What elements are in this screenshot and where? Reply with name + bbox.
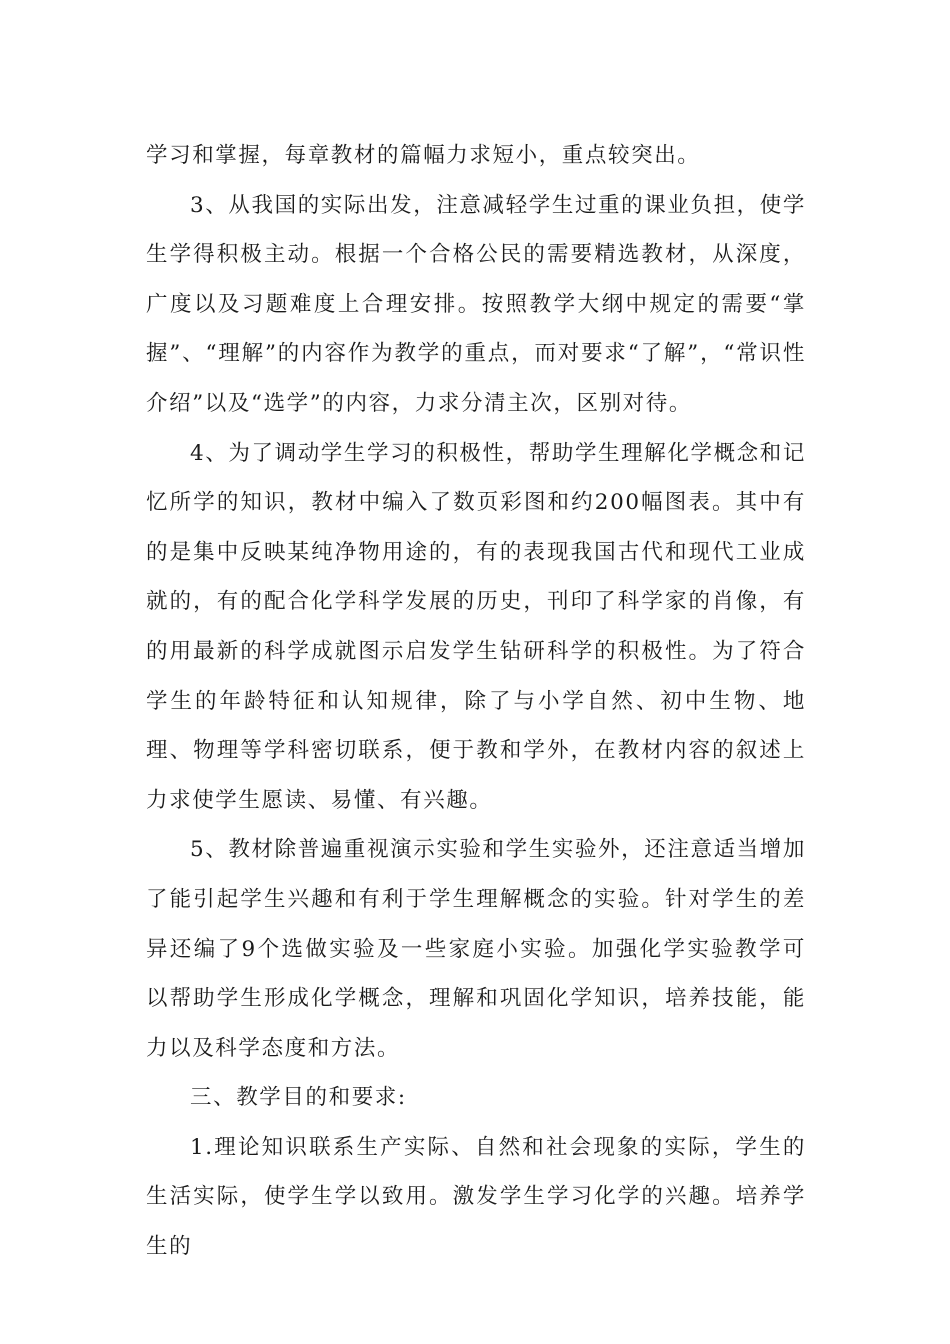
- paragraph-item-4: 4、为了调动学生学习的积极性，帮助学生理解化学概念和记忆所学的知识，教材中编入了数页彩图和约200幅图表。其中有的是集中反映某纯净物用途的，有的表现我国古代和现代工业成就的，有的配合化学科学发展的历史，刊印了科学家的肖像，有的用最新的科学成就图示启发学生钻研科学的积极性。为了符合学生的年龄特征和认知规律，除了与小学自然、初中生物、地理、物理等学科密切联系，便于教和学外，在教材内容的叙述上力求使学生愿读、易懂、有兴趣。: [146, 440, 806, 813]
- document-page: [146, 131, 806, 1272]
- section-heading: 三、教学目的和要求:: [190, 1085, 407, 1111]
- paragraph-item-5: 5、教材除普遍重视演示实验和学生实验外，还注意适当增加了能引起学生兴趣和有利于学生理解概念的实验。针对学生的差异还编了9个选做实验及一些家庭小实验。加强化学实验教学可以帮助学生形成化学概念，理解和巩固化学知识，培养技能，能力以及科学态度和方法。: [146, 837, 806, 1061]
- paragraph-goal-1: 1.理论知识联系生产实际、自然和社会现象的实际，学生的生活实际，使学生学以致用。激发学生学习化学的兴趣。培养学生的: [146, 1134, 806, 1260]
- paragraph-item-3: 3、从我国的实际出发，注意减轻学生过重的课业负担，使学生学得积极主动。根据一个合格公民的需要精选教材，从深度，广度以及习题难度上合理安排。按照教学大纲中规定的需要“掌握”、“理解”的内容作为教学的重点，而对要求“了解”，“常识性介绍”以及“选学”的内容，力求分清主次，区别对待。: [146, 192, 806, 416]
- paragraph-continuation: 学习和掌握，每章教材的篇幅力求短小，重点较突出。: [146, 143, 701, 168]
